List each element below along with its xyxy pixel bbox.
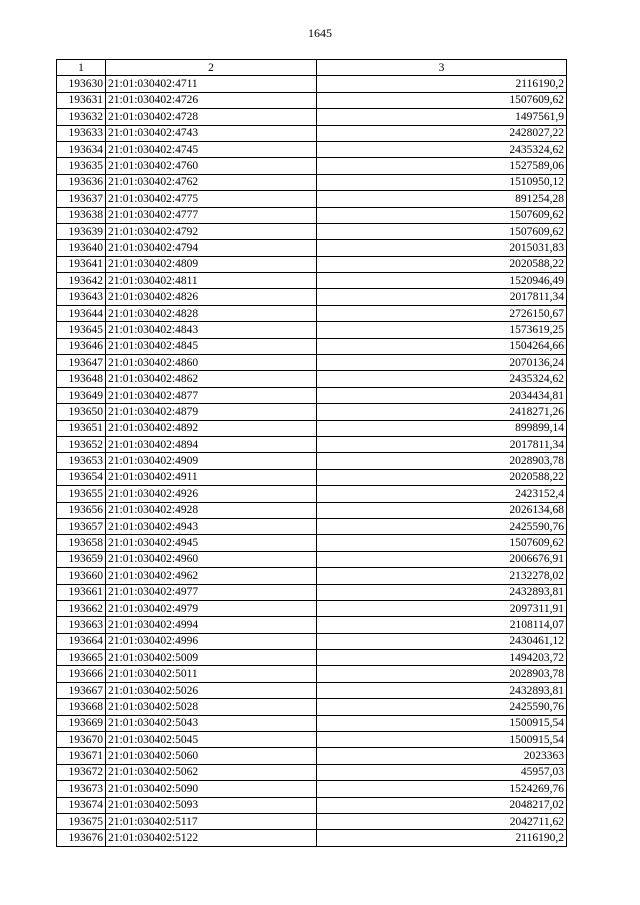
cadastral-number-cell: 21:01:030402:5028	[106, 699, 317, 715]
cadastral-number-cell: 21:01:030402:5045	[106, 732, 317, 748]
table-row	[57, 256, 567, 272]
table-row	[57, 535, 567, 551]
cadastral-number-cell: 21:01:030402:4794	[106, 240, 317, 256]
table-row	[57, 617, 567, 633]
cadastral-value-cell: 2116190,2	[317, 830, 567, 846]
cadastral-value-cell: 1507609,62	[317, 535, 567, 551]
table-row	[57, 371, 567, 387]
row-number-cell: 193675	[57, 813, 106, 829]
row-number-cell: 193647	[57, 355, 106, 371]
table-row	[57, 797, 567, 813]
cadastral-value-cell: 2418271,26	[317, 404, 567, 420]
table-row	[57, 732, 567, 748]
row-number-cell: 193640	[57, 240, 106, 256]
cadastral-number-cell: 21:01:030402:5026	[106, 682, 317, 698]
cadastral-number-cell: 21:01:030402:5011	[106, 666, 317, 682]
cadastral-number-cell: 21:01:030402:4811	[106, 273, 317, 289]
table-row	[57, 699, 567, 715]
table-header-row	[57, 60, 567, 76]
cadastral-number-cell: 21:01:030402:4728	[106, 109, 317, 125]
table-row	[57, 92, 567, 108]
cadastral-value-cell: 2017811,34	[317, 289, 567, 305]
cadastral-number-cell: 21:01:030402:4994	[106, 617, 317, 633]
table-row	[57, 141, 567, 157]
cadastral-value-cell: 2017811,34	[317, 436, 567, 452]
cadastral-number-cell: 21:01:030402:4909	[106, 453, 317, 469]
row-number-cell: 193630	[57, 76, 106, 92]
row-number-cell: 193672	[57, 764, 106, 780]
row-number-cell: 193666	[57, 666, 106, 682]
row-number-cell: 193668	[57, 699, 106, 715]
row-number-cell: 193634	[57, 141, 106, 157]
row-number-cell: 193670	[57, 732, 106, 748]
row-number-cell: 193665	[57, 650, 106, 666]
row-number-cell: 193676	[57, 830, 106, 846]
row-number-cell: 193635	[57, 158, 106, 174]
row-number-cell: 193639	[57, 223, 106, 239]
page-number: 1645	[308, 26, 332, 40]
cadastral-value-cell: 2432893,81	[317, 682, 567, 698]
table-row	[57, 486, 567, 502]
cadastral-value-cell: 2423152,4	[317, 486, 567, 502]
cadastral-number-cell: 21:01:030402:5062	[106, 764, 317, 780]
cadastral-number-cell: 21:01:030402:4775	[106, 191, 317, 207]
cadastral-number-cell: 21:01:030402:5009	[106, 650, 317, 666]
row-number-cell: 193659	[57, 551, 106, 567]
row-number-cell: 193653	[57, 453, 106, 469]
table-row	[57, 715, 567, 731]
cadastral-value-cell: 2425590,76	[317, 518, 567, 534]
cadastral-value-cell: 2432893,81	[317, 584, 567, 600]
cadastral-value-cell: 1497561,9	[317, 109, 567, 125]
table-row	[57, 666, 567, 682]
cadastral-value-cell: 899899,14	[317, 420, 567, 436]
row-number-cell: 193663	[57, 617, 106, 633]
cadastral-number-cell: 21:01:030402:4843	[106, 322, 317, 338]
cadastral-number-cell: 21:01:030402:4996	[106, 633, 317, 649]
cadastral-number-cell: 21:01:030402:4862	[106, 371, 317, 387]
row-number-cell: 193651	[57, 420, 106, 436]
cadastral-number-cell: 21:01:030402:5093	[106, 797, 317, 813]
cadastral-value-cell: 2132278,02	[317, 568, 567, 584]
row-number-cell: 193644	[57, 305, 106, 321]
table-row	[57, 420, 567, 436]
cadastral-value-cell: 1507609,62	[317, 92, 567, 108]
cadastral-number-cell: 21:01:030402:4962	[106, 568, 317, 584]
cadastral-value-cell: 2428027,22	[317, 125, 567, 141]
cadastral-value-cell: 2020588,22	[317, 256, 567, 272]
table-row	[57, 273, 567, 289]
cadastral-number-cell: 21:01:030402:4977	[106, 584, 317, 600]
table-row	[57, 191, 567, 207]
table-row	[57, 469, 567, 485]
table-row	[57, 830, 567, 846]
table-row	[57, 289, 567, 305]
table-row	[57, 633, 567, 649]
cadastral-value-cell: 2034434,81	[317, 387, 567, 403]
cadastral-number-cell: 21:01:030402:4845	[106, 338, 317, 354]
table-body	[57, 76, 567, 846]
table-row	[57, 551, 567, 567]
table-row	[57, 125, 567, 141]
cadastral-number-cell: 21:01:030402:4743	[106, 125, 317, 141]
row-number-cell: 193637	[57, 191, 106, 207]
cadastral-value-cell: 2006676,91	[317, 551, 567, 567]
row-number-cell: 193636	[57, 174, 106, 190]
column-header-1: 1	[57, 60, 106, 76]
table-row	[57, 748, 567, 764]
row-number-cell: 193664	[57, 633, 106, 649]
row-number-cell: 193667	[57, 682, 106, 698]
table-row	[57, 207, 567, 223]
row-number-cell: 193632	[57, 109, 106, 125]
cadastral-value-cell: 1510950,12	[317, 174, 567, 190]
table-row	[57, 568, 567, 584]
cadastral-value-cell: 2108114,07	[317, 617, 567, 633]
cadastral-value-cell: 1573619,25	[317, 322, 567, 338]
cadastral-value-cell: 1520946,49	[317, 273, 567, 289]
cadastral-number-cell: 21:01:030402:4892	[106, 420, 317, 436]
cadastral-number-cell: 21:01:030402:4828	[106, 305, 317, 321]
row-number-cell: 193642	[57, 273, 106, 289]
cadastral-value-cell: 1500915,54	[317, 732, 567, 748]
cadastral-value-cell: 1507609,62	[317, 223, 567, 239]
table-row	[57, 338, 567, 354]
cadastral-number-cell: 21:01:030402:4762	[106, 174, 317, 190]
row-number-cell: 193662	[57, 600, 106, 616]
row-number-cell: 193650	[57, 404, 106, 420]
cadastral-value-cell: 2070136,24	[317, 355, 567, 371]
row-number-cell: 193661	[57, 584, 106, 600]
cadastral-value-cell: 2028903,78	[317, 453, 567, 469]
row-number-cell: 193669	[57, 715, 106, 731]
row-number-cell: 193658	[57, 535, 106, 551]
cadastral-number-cell: 21:01:030402:4826	[106, 289, 317, 305]
table-row	[57, 305, 567, 321]
table-row	[57, 518, 567, 534]
cadastral-value-cell: 1500915,54	[317, 715, 567, 731]
cadastral-value-cell: 2048217,02	[317, 797, 567, 813]
cadastral-number-cell: 21:01:030402:4726	[106, 92, 317, 108]
cadastral-value-cell: 1524269,76	[317, 781, 567, 797]
cadastral-number-cell: 21:01:030402:4777	[106, 207, 317, 223]
row-number-cell: 193646	[57, 338, 106, 354]
row-number-cell: 193631	[57, 92, 106, 108]
cadastral-value-cell: 2028903,78	[317, 666, 567, 682]
cadastral-number-cell: 21:01:030402:4979	[106, 600, 317, 616]
table-row	[57, 387, 567, 403]
table-row	[57, 404, 567, 420]
column-header-3: 3	[317, 60, 567, 76]
registry-table	[56, 59, 567, 847]
cadastral-number-cell: 21:01:030402:5122	[106, 830, 317, 846]
row-number-cell: 193655	[57, 486, 106, 502]
table-row	[57, 436, 567, 452]
row-number-cell: 193649	[57, 387, 106, 403]
cadastral-value-cell: 2015031,83	[317, 240, 567, 256]
table-row	[57, 174, 567, 190]
cadastral-number-cell: 21:01:030402:4711	[106, 76, 317, 92]
row-number-cell: 193645	[57, 322, 106, 338]
cadastral-number-cell: 21:01:030402:4745	[106, 141, 317, 157]
row-number-cell: 193660	[57, 568, 106, 584]
table-row	[57, 781, 567, 797]
row-number-cell: 193633	[57, 125, 106, 141]
cadastral-number-cell: 21:01:030402:4926	[106, 486, 317, 502]
row-number-cell: 193674	[57, 797, 106, 813]
table-row	[57, 76, 567, 92]
cadastral-value-cell: 1504264,66	[317, 338, 567, 354]
cadastral-value-cell: 2023363	[317, 748, 567, 764]
row-number-cell: 193654	[57, 469, 106, 485]
table-row	[57, 158, 567, 174]
cadastral-number-cell: 21:01:030402:5043	[106, 715, 317, 731]
cadastral-value-cell: 45957,03	[317, 764, 567, 780]
cadastral-value-cell: 1527589,06	[317, 158, 567, 174]
cadastral-number-cell: 21:01:030402:4943	[106, 518, 317, 534]
row-number-cell: 193641	[57, 256, 106, 272]
cadastral-number-cell: 21:01:030402:4894	[106, 436, 317, 452]
cadastral-number-cell: 21:01:030402:4792	[106, 223, 317, 239]
row-number-cell: 193657	[57, 518, 106, 534]
cadastral-number-cell: 21:01:030402:4960	[106, 551, 317, 567]
table-row	[57, 109, 567, 125]
cadastral-number-cell: 21:01:030402:5090	[106, 781, 317, 797]
cadastral-number-cell: 21:01:030402:4760	[106, 158, 317, 174]
table-row	[57, 584, 567, 600]
table-row	[57, 600, 567, 616]
row-number-cell: 193671	[57, 748, 106, 764]
cadastral-value-cell: 2435324,62	[317, 141, 567, 157]
table-row	[57, 355, 567, 371]
cadastral-value-cell: 2430461,12	[317, 633, 567, 649]
cadastral-value-cell: 2726150,67	[317, 305, 567, 321]
table-row	[57, 223, 567, 239]
cadastral-value-cell: 1507609,62	[317, 207, 567, 223]
cadastral-value-cell: 891254,28	[317, 191, 567, 207]
row-number-cell: 193648	[57, 371, 106, 387]
table-row	[57, 240, 567, 256]
row-number-cell: 193652	[57, 436, 106, 452]
cadastral-value-cell: 2097311,91	[317, 600, 567, 616]
table-row	[57, 813, 567, 829]
table-row	[57, 322, 567, 338]
row-number-cell: 193673	[57, 781, 106, 797]
cadastral-value-cell: 1494203,72	[317, 650, 567, 666]
cadastral-number-cell: 21:01:030402:4945	[106, 535, 317, 551]
cadastral-number-cell: 21:01:030402:4879	[106, 404, 317, 420]
cadastral-value-cell: 2026134,68	[317, 502, 567, 518]
table-row	[57, 682, 567, 698]
cadastral-number-cell: 21:01:030402:4809	[106, 256, 317, 272]
table-row	[57, 502, 567, 518]
cadastral-value-cell: 2116190,2	[317, 76, 567, 92]
row-number-cell: 193638	[57, 207, 106, 223]
cadastral-number-cell: 21:01:030402:5060	[106, 748, 317, 764]
cadastral-value-cell: 2435324,62	[317, 371, 567, 387]
cadastral-number-cell: 21:01:030402:4860	[106, 355, 317, 371]
cadastral-number-cell: 21:01:030402:4911	[106, 469, 317, 485]
cadastral-value-cell: 2425590,76	[317, 699, 567, 715]
row-number-cell: 193643	[57, 289, 106, 305]
cadastral-value-cell: 2020588,22	[317, 469, 567, 485]
cadastral-number-cell: 21:01:030402:4928	[106, 502, 317, 518]
table-row	[57, 650, 567, 666]
column-header-2: 2	[106, 60, 317, 76]
table-row	[57, 453, 567, 469]
cadastral-number-cell: 21:01:030402:4877	[106, 387, 317, 403]
cadastral-number-cell: 21:01:030402:5117	[106, 813, 317, 829]
cadastral-value-cell: 2042711,62	[317, 813, 567, 829]
table-row	[57, 764, 567, 780]
row-number-cell: 193656	[57, 502, 106, 518]
